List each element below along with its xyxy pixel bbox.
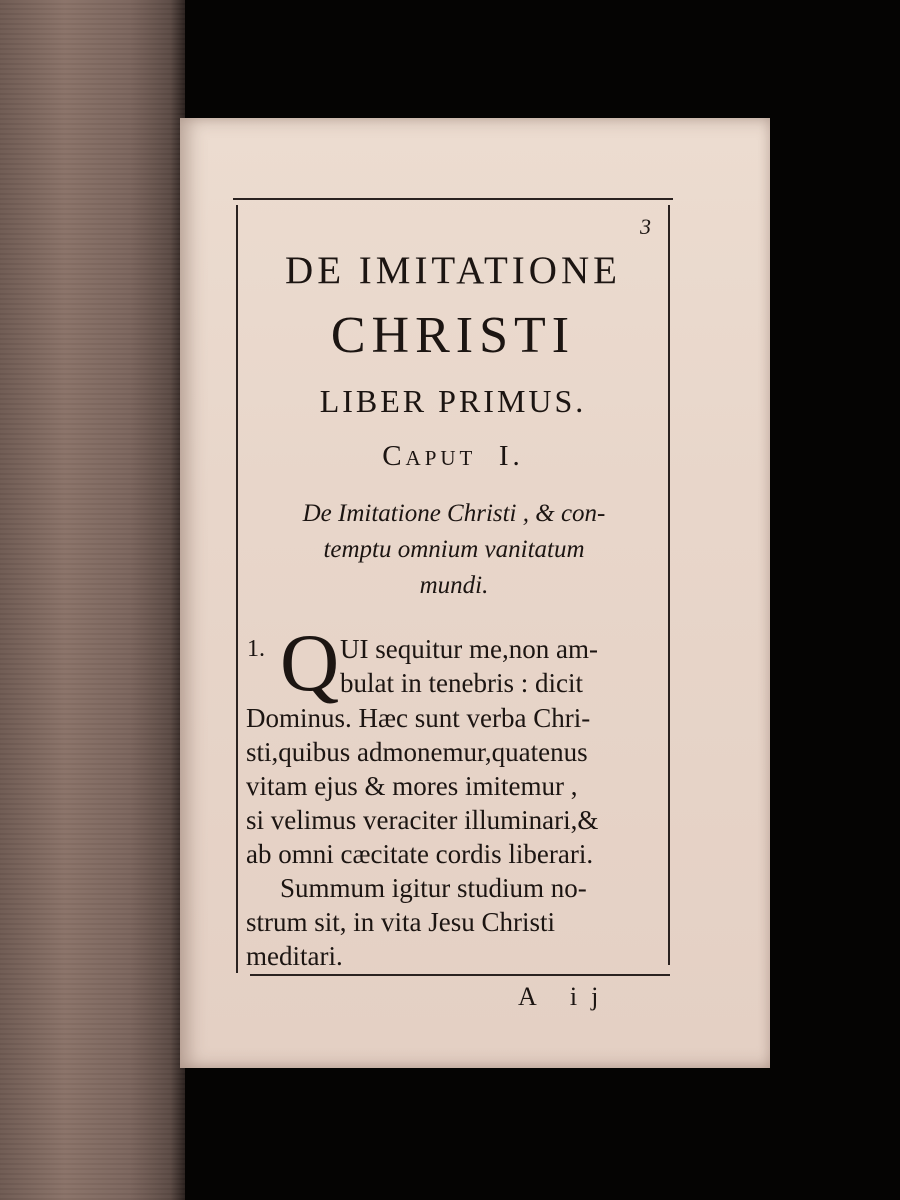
subtitle-line-1: De Imitatione Christi , & con- xyxy=(302,500,606,527)
title-line-3: LIBER PRIMUS. xyxy=(319,383,587,419)
catchword-signature: A ij xyxy=(518,982,613,1011)
subtitle-line-3: mundi. xyxy=(419,572,489,599)
facing-page-edge xyxy=(0,0,185,1200)
chapter-smallcaps: APUT xyxy=(405,446,477,470)
body-line-9: strum sit, in vita Jesu Christi xyxy=(246,907,556,937)
title-line-2: CHRISTI xyxy=(330,307,576,364)
chapter-number: I. xyxy=(498,440,524,472)
frame-rule-left xyxy=(236,205,238,973)
title-line-1: DE IMITATIONE xyxy=(285,249,621,292)
frame-rule-top xyxy=(233,198,673,200)
chapter-heading xyxy=(246,440,660,473)
body-line-3: Dominus. Hæc sunt verba Chri- xyxy=(246,703,591,733)
body-line-10: meditari. xyxy=(246,941,343,971)
body-line-4: sti,quibus admonemur,quatenus xyxy=(246,737,588,767)
chapter-prefix: C xyxy=(382,440,406,472)
verse-number: 1. xyxy=(247,636,265,662)
body-line-8: Summum igitur studium no- xyxy=(280,873,587,903)
drop-cap: Q xyxy=(280,617,340,708)
body-line-1: UI sequitur me,non am- xyxy=(340,634,598,664)
body-line-5: vitam ejus & mores imitemur , xyxy=(246,771,578,801)
frame-rule-right xyxy=(668,205,670,965)
subtitle-line-2: temptu omnium vanitatum xyxy=(323,536,585,563)
body-line-2: bulat in tenebris : dicit xyxy=(340,668,583,698)
page-number: 3 xyxy=(640,214,651,239)
frame-rule-bottom xyxy=(250,974,670,976)
body-line-6: si velimus veraciter illuminari,& xyxy=(246,805,599,835)
body-line-7: ab omni cæcitate cordis liberari. xyxy=(246,839,594,869)
